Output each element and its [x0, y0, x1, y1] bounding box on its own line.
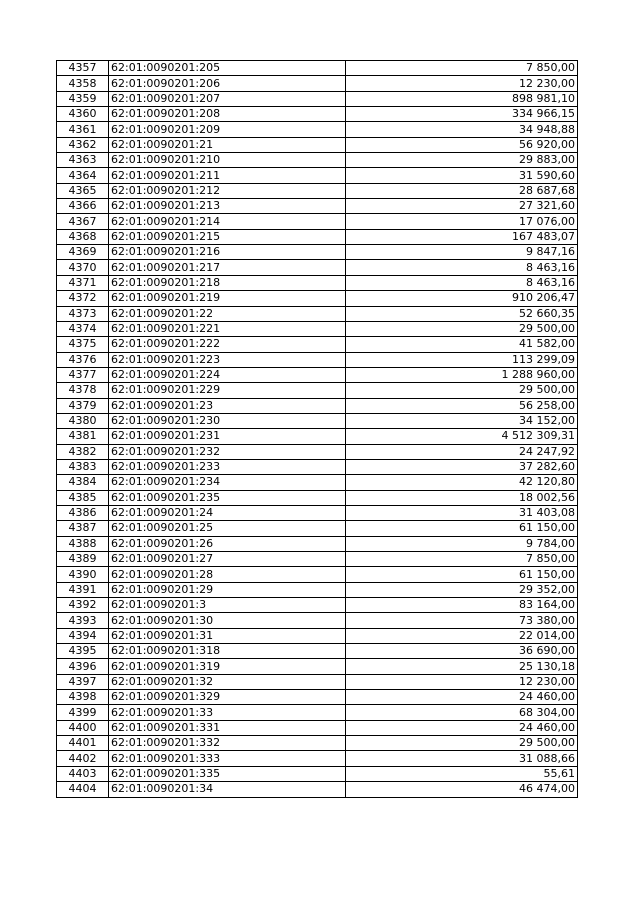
table-body [57, 61, 578, 798]
table-row [57, 521, 578, 536]
value-cell: 24 460,00 [346, 690, 578, 705]
cadastral-number-cell: 62:01:0090201:24 [109, 505, 346, 520]
cadastral-number-cell: 62:01:0090201:218 [109, 275, 346, 290]
value-cell: 113 299,09 [346, 352, 578, 367]
value-cell: 24 460,00 [346, 720, 578, 735]
cadastral-number-cell: 62:01:0090201:23 [109, 398, 346, 413]
value-cell: 25 130,18 [346, 659, 578, 674]
row-number-cell: 4396 [57, 659, 109, 674]
value-cell: 17 076,00 [346, 214, 578, 229]
value-cell: 29 500,00 [346, 736, 578, 751]
cadastral-number-cell: 62:01:0090201:27 [109, 552, 346, 567]
row-number-cell: 4389 [57, 552, 109, 567]
row-number-cell: 4386 [57, 505, 109, 520]
table-row [57, 628, 578, 643]
table-row [57, 291, 578, 306]
row-number-cell: 4371 [57, 275, 109, 290]
row-number-cell: 4366 [57, 199, 109, 214]
cadastral-number-cell: 62:01:0090201:234 [109, 475, 346, 490]
table-row [57, 505, 578, 520]
cadastral-number-cell: 62:01:0090201:22 [109, 306, 346, 321]
row-number-cell: 4376 [57, 352, 109, 367]
value-cell: 28 687,68 [346, 183, 578, 198]
value-cell: 68 304,00 [346, 705, 578, 720]
table-row [57, 598, 578, 613]
table-row [57, 459, 578, 474]
table-row [57, 321, 578, 336]
table-row [57, 367, 578, 382]
table-row [57, 613, 578, 628]
cadastral-number-cell: 62:01:0090201:235 [109, 490, 346, 505]
row-number-cell: 4397 [57, 674, 109, 689]
table-row [57, 245, 578, 260]
value-cell: 56 920,00 [346, 137, 578, 152]
cadastral-number-cell: 62:01:0090201:215 [109, 229, 346, 244]
table-row [57, 337, 578, 352]
row-number-cell: 4398 [57, 690, 109, 705]
table-row [57, 552, 578, 567]
row-number-cell: 4378 [57, 383, 109, 398]
table-row [57, 444, 578, 459]
row-number-cell: 4360 [57, 107, 109, 122]
cadastral-number-cell: 62:01:0090201:219 [109, 291, 346, 306]
table-row [57, 61, 578, 76]
table-row [57, 720, 578, 735]
table-row [57, 214, 578, 229]
table-row [57, 705, 578, 720]
cadastral-number-cell: 62:01:0090201:222 [109, 337, 346, 352]
value-cell: 52 660,35 [346, 306, 578, 321]
value-cell: 24 247,92 [346, 444, 578, 459]
value-cell: 55,61 [346, 766, 578, 781]
row-number-cell: 4375 [57, 337, 109, 352]
cadastral-number-cell: 62:01:0090201:30 [109, 613, 346, 628]
table-row [57, 153, 578, 168]
cadastral-number-cell: 62:01:0090201:333 [109, 751, 346, 766]
table-row [57, 490, 578, 505]
cadastral-number-cell: 62:01:0090201:229 [109, 383, 346, 398]
cadastral-number-cell: 62:01:0090201:230 [109, 413, 346, 428]
table-row [57, 275, 578, 290]
table-row [57, 475, 578, 490]
data-table [56, 60, 578, 798]
cadastral-number-cell: 62:01:0090201:206 [109, 76, 346, 91]
row-number-cell: 4384 [57, 475, 109, 490]
row-number-cell: 4365 [57, 183, 109, 198]
value-cell: 7 850,00 [346, 61, 578, 76]
row-number-cell: 4364 [57, 168, 109, 183]
value-cell: 22 014,00 [346, 628, 578, 643]
cadastral-number-cell: 62:01:0090201:26 [109, 536, 346, 551]
value-cell: 31 590,60 [346, 168, 578, 183]
table-row [57, 168, 578, 183]
cadastral-number-cell: 62:01:0090201:213 [109, 199, 346, 214]
row-number-cell: 4370 [57, 260, 109, 275]
row-number-cell: 4394 [57, 628, 109, 643]
cadastral-number-cell: 62:01:0090201:3 [109, 598, 346, 613]
cadastral-number-cell: 62:01:0090201:318 [109, 644, 346, 659]
value-cell: 4 512 309,31 [346, 429, 578, 444]
row-number-cell: 4362 [57, 137, 109, 152]
value-cell: 1 288 960,00 [346, 367, 578, 382]
row-number-cell: 4380 [57, 413, 109, 428]
cadastral-number-cell: 62:01:0090201:332 [109, 736, 346, 751]
value-cell: 18 002,56 [346, 490, 578, 505]
table-row [57, 137, 578, 152]
table-row [57, 782, 578, 797]
value-cell: 910 206,47 [346, 291, 578, 306]
row-number-cell: 4361 [57, 122, 109, 137]
cadastral-number-cell: 62:01:0090201:319 [109, 659, 346, 674]
value-cell: 29 883,00 [346, 153, 578, 168]
row-number-cell: 4363 [57, 153, 109, 168]
value-cell: 29 352,00 [346, 582, 578, 597]
cadastral-number-cell: 62:01:0090201:214 [109, 214, 346, 229]
table-row [57, 413, 578, 428]
cadastral-number-cell: 62:01:0090201:210 [109, 153, 346, 168]
row-number-cell: 4403 [57, 766, 109, 781]
value-cell: 27 321,60 [346, 199, 578, 214]
cadastral-number-cell: 62:01:0090201:33 [109, 705, 346, 720]
row-number-cell: 4357 [57, 61, 109, 76]
row-number-cell: 4358 [57, 76, 109, 91]
cadastral-number-cell: 62:01:0090201:331 [109, 720, 346, 735]
table-row [57, 76, 578, 91]
row-number-cell: 4385 [57, 490, 109, 505]
table-row [57, 352, 578, 367]
row-number-cell: 4400 [57, 720, 109, 735]
table-row [57, 736, 578, 751]
row-number-cell: 4373 [57, 306, 109, 321]
value-cell: 12 230,00 [346, 76, 578, 91]
value-cell: 9 847,16 [346, 245, 578, 260]
row-number-cell: 4372 [57, 291, 109, 306]
table-row [57, 107, 578, 122]
table-row [57, 199, 578, 214]
row-number-cell: 4369 [57, 245, 109, 260]
table-row [57, 766, 578, 781]
value-cell: 29 500,00 [346, 383, 578, 398]
value-cell: 898 981,10 [346, 91, 578, 106]
cadastral-number-cell: 62:01:0090201:29 [109, 582, 346, 597]
value-cell: 46 474,00 [346, 782, 578, 797]
row-number-cell: 4388 [57, 536, 109, 551]
table-row [57, 582, 578, 597]
cadastral-number-cell: 62:01:0090201:207 [109, 91, 346, 106]
table-row [57, 567, 578, 582]
cadastral-number-cell: 62:01:0090201:28 [109, 567, 346, 582]
table-row [57, 229, 578, 244]
value-cell: 8 463,16 [346, 260, 578, 275]
value-cell: 61 150,00 [346, 567, 578, 582]
table-row [57, 690, 578, 705]
cadastral-number-cell: 62:01:0090201:335 [109, 766, 346, 781]
cadastral-number-cell: 62:01:0090201:231 [109, 429, 346, 444]
row-number-cell: 4381 [57, 429, 109, 444]
value-cell: 29 500,00 [346, 321, 578, 336]
cadastral-number-cell: 62:01:0090201:232 [109, 444, 346, 459]
row-number-cell: 4387 [57, 521, 109, 536]
row-number-cell: 4401 [57, 736, 109, 751]
cadastral-number-cell: 62:01:0090201:31 [109, 628, 346, 643]
cadastral-number-cell: 62:01:0090201:221 [109, 321, 346, 336]
table-row [57, 122, 578, 137]
row-number-cell: 4383 [57, 459, 109, 474]
row-number-cell: 4379 [57, 398, 109, 413]
row-number-cell: 4404 [57, 782, 109, 797]
cadastral-number-cell: 62:01:0090201:32 [109, 674, 346, 689]
cadastral-number-cell: 62:01:0090201:217 [109, 260, 346, 275]
row-number-cell: 4359 [57, 91, 109, 106]
cadastral-number-cell: 62:01:0090201:224 [109, 367, 346, 382]
row-number-cell: 4367 [57, 214, 109, 229]
cadastral-number-cell: 62:01:0090201:205 [109, 61, 346, 76]
row-number-cell: 4393 [57, 613, 109, 628]
value-cell: 56 258,00 [346, 398, 578, 413]
value-cell: 9 784,00 [346, 536, 578, 551]
cadastral-number-cell: 62:01:0090201:212 [109, 183, 346, 198]
table-row [57, 674, 578, 689]
value-cell: 12 230,00 [346, 674, 578, 689]
row-number-cell: 4402 [57, 751, 109, 766]
table-row [57, 91, 578, 106]
cadastral-number-cell: 62:01:0090201:21 [109, 137, 346, 152]
row-number-cell: 4382 [57, 444, 109, 459]
value-cell: 31 403,08 [346, 505, 578, 520]
table-row [57, 751, 578, 766]
table-row [57, 183, 578, 198]
table-row [57, 644, 578, 659]
cadastral-number-cell: 62:01:0090201:209 [109, 122, 346, 137]
table-row [57, 659, 578, 674]
cadastral-number-cell: 62:01:0090201:208 [109, 107, 346, 122]
value-cell: 42 120,80 [346, 475, 578, 490]
table-row [57, 398, 578, 413]
value-cell: 334 966,15 [346, 107, 578, 122]
table-row [57, 306, 578, 321]
cadastral-number-cell: 62:01:0090201:25 [109, 521, 346, 536]
row-number-cell: 4399 [57, 705, 109, 720]
value-cell: 36 690,00 [346, 644, 578, 659]
row-number-cell: 4374 [57, 321, 109, 336]
row-number-cell: 4392 [57, 598, 109, 613]
value-cell: 41 582,00 [346, 337, 578, 352]
table-row [57, 383, 578, 398]
cadastral-number-cell: 62:01:0090201:211 [109, 168, 346, 183]
value-cell: 61 150,00 [346, 521, 578, 536]
row-number-cell: 4395 [57, 644, 109, 659]
value-cell: 8 463,16 [346, 275, 578, 290]
cadastral-number-cell: 62:01:0090201:223 [109, 352, 346, 367]
cadastral-number-cell: 62:01:0090201:216 [109, 245, 346, 260]
cadastral-number-cell: 62:01:0090201:329 [109, 690, 346, 705]
cadastral-number-cell: 62:01:0090201:233 [109, 459, 346, 474]
value-cell: 167 483,07 [346, 229, 578, 244]
row-number-cell: 4390 [57, 567, 109, 582]
row-number-cell: 4391 [57, 582, 109, 597]
row-number-cell: 4377 [57, 367, 109, 382]
row-number-cell: 4368 [57, 229, 109, 244]
value-cell: 37 282,60 [346, 459, 578, 474]
value-cell: 73 380,00 [346, 613, 578, 628]
table-row [57, 260, 578, 275]
table-row [57, 536, 578, 551]
cadastral-number-cell: 62:01:0090201:34 [109, 782, 346, 797]
value-cell: 34 948,88 [346, 122, 578, 137]
value-cell: 83 164,00 [346, 598, 578, 613]
value-cell: 34 152,00 [346, 413, 578, 428]
value-cell: 31 088,66 [346, 751, 578, 766]
table-row [57, 429, 578, 444]
value-cell: 7 850,00 [346, 552, 578, 567]
